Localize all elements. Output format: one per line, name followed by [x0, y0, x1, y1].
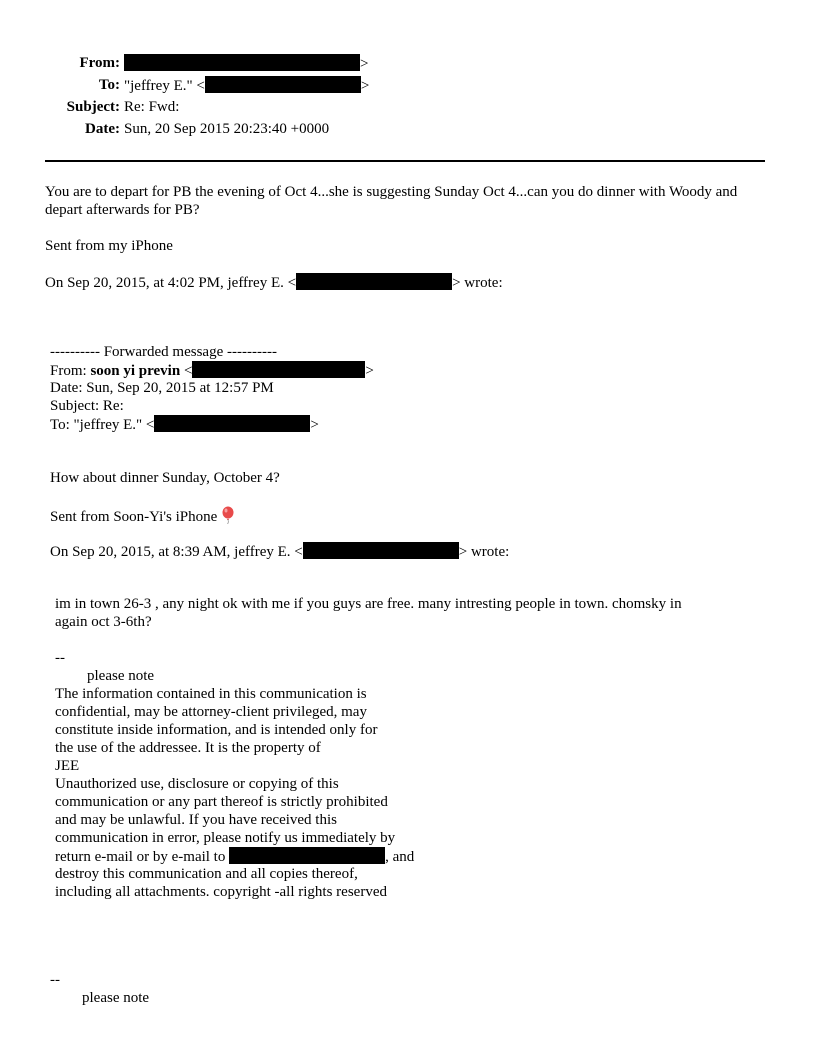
redacted-block — [154, 415, 310, 432]
attribution-text: > wrote: — [458, 544, 510, 560]
disclaimer-line: The information contained in this communication is — [55, 686, 367, 702]
attribution-text: On Sep 20, 2015, at 4:02 PM, jeffrey E. < — [45, 275, 297, 291]
forwarded-signature — [50, 506, 235, 526]
original-body-line: again oct 3-6th? — [55, 614, 152, 630]
bracket-text: > — [360, 56, 369, 72]
forwarded-from — [50, 361, 374, 380]
redacted-block — [192, 361, 365, 378]
bracket-text: > — [360, 78, 370, 94]
forwarded-attribution — [50, 542, 509, 561]
disclaimer-line: confidential, may be attorney-client privileged, may — [55, 704, 367, 720]
to-text: To: "jeffrey E." < — [50, 417, 155, 433]
bracket-text: < — [180, 363, 193, 379]
disclaimer-line: and may be unlawful. If you have received this — [55, 812, 337, 828]
disclaimer-line: communication in error, please notify us immediately by — [55, 830, 396, 846]
attribution-text: > wrote: — [452, 275, 503, 291]
redacted-block — [303, 542, 459, 559]
to-label: To: — [98, 77, 120, 93]
footer-signature-dashes: -- — [50, 972, 60, 988]
signature-text: Sent from Soon-Yi's iPhone — [50, 509, 218, 525]
date-label: Date: — [85, 121, 120, 137]
disclaimer-line — [55, 847, 414, 866]
to-name: "jeffrey E." < — [124, 78, 205, 94]
reply-attribution — [45, 273, 503, 292]
redacted-block — [124, 54, 360, 71]
disclaimer-line: communication or any part thereof is strictly prohibited — [55, 794, 388, 810]
subject-label: Subject: — [66, 99, 120, 115]
forwarded-to — [50, 415, 319, 434]
disclaimer-line: JEE — [55, 758, 80, 774]
original-body-line: im in town 26-3 , any night ok with me if you guys are free. many intresting people in town. chomsky in — [55, 596, 682, 612]
attribution-text: On Sep 20, 2015, at 8:39 AM, jeffrey E. < — [50, 544, 303, 560]
forwarded-banner: ---------- Forwarded message ---------- — [50, 344, 277, 360]
disclaimer-text: , and — [385, 849, 415, 865]
subject-value: Re: Fwd: — [124, 99, 180, 115]
please-note: please note — [87, 668, 155, 684]
reply-body: You are to depart for PB the evening of Oct 4...she is suggesting Sunday Oct 4...can you do dinner with Woody and depart afterwards for PB? — [45, 184, 738, 218]
from-label: From: — [50, 363, 91, 379]
from-value — [124, 54, 368, 73]
header-divider — [45, 160, 765, 162]
disclaimer-line: constitute inside information, and is intended only for — [55, 722, 378, 738]
redacted-block — [296, 273, 452, 290]
reply-signature: Sent from my iPhone — [45, 238, 173, 254]
redacted-block — [229, 847, 385, 864]
redacted-block — [205, 76, 361, 93]
to-value — [124, 76, 369, 95]
disclaimer-line: the use of the addressee. It is the property of — [55, 740, 321, 756]
forwarded-date: Date: Sun, Sep 20, 2015 at 12:57 PM — [50, 380, 274, 396]
from-label: From: — [79, 55, 120, 71]
footer-please-note: please note — [82, 990, 150, 1006]
bracket-text: > — [365, 363, 374, 379]
bracket-text: > — [310, 417, 319, 433]
disclaimer-line: including all attachments. copyright -all rights reserved — [55, 884, 387, 900]
disclaimer-line: Unauthorized use, disclosure or copying of this — [55, 776, 339, 792]
sender-name: soon yi previn — [90, 363, 181, 379]
forwarded-body: How about dinner Sunday, October 4? — [50, 470, 280, 486]
disclaimer-line: destroy this communication and all copies thereof, — [55, 866, 358, 882]
disclaimer-text: return e-mail or by e-mail to — [55, 849, 230, 865]
signature-dashes: -- — [55, 650, 65, 666]
forwarded-subject: Subject: Re: — [50, 398, 124, 414]
date-value: Sun, 20 Sep 2015 20:23:40 +0000 — [124, 121, 330, 137]
balloon-icon — [221, 506, 235, 524]
